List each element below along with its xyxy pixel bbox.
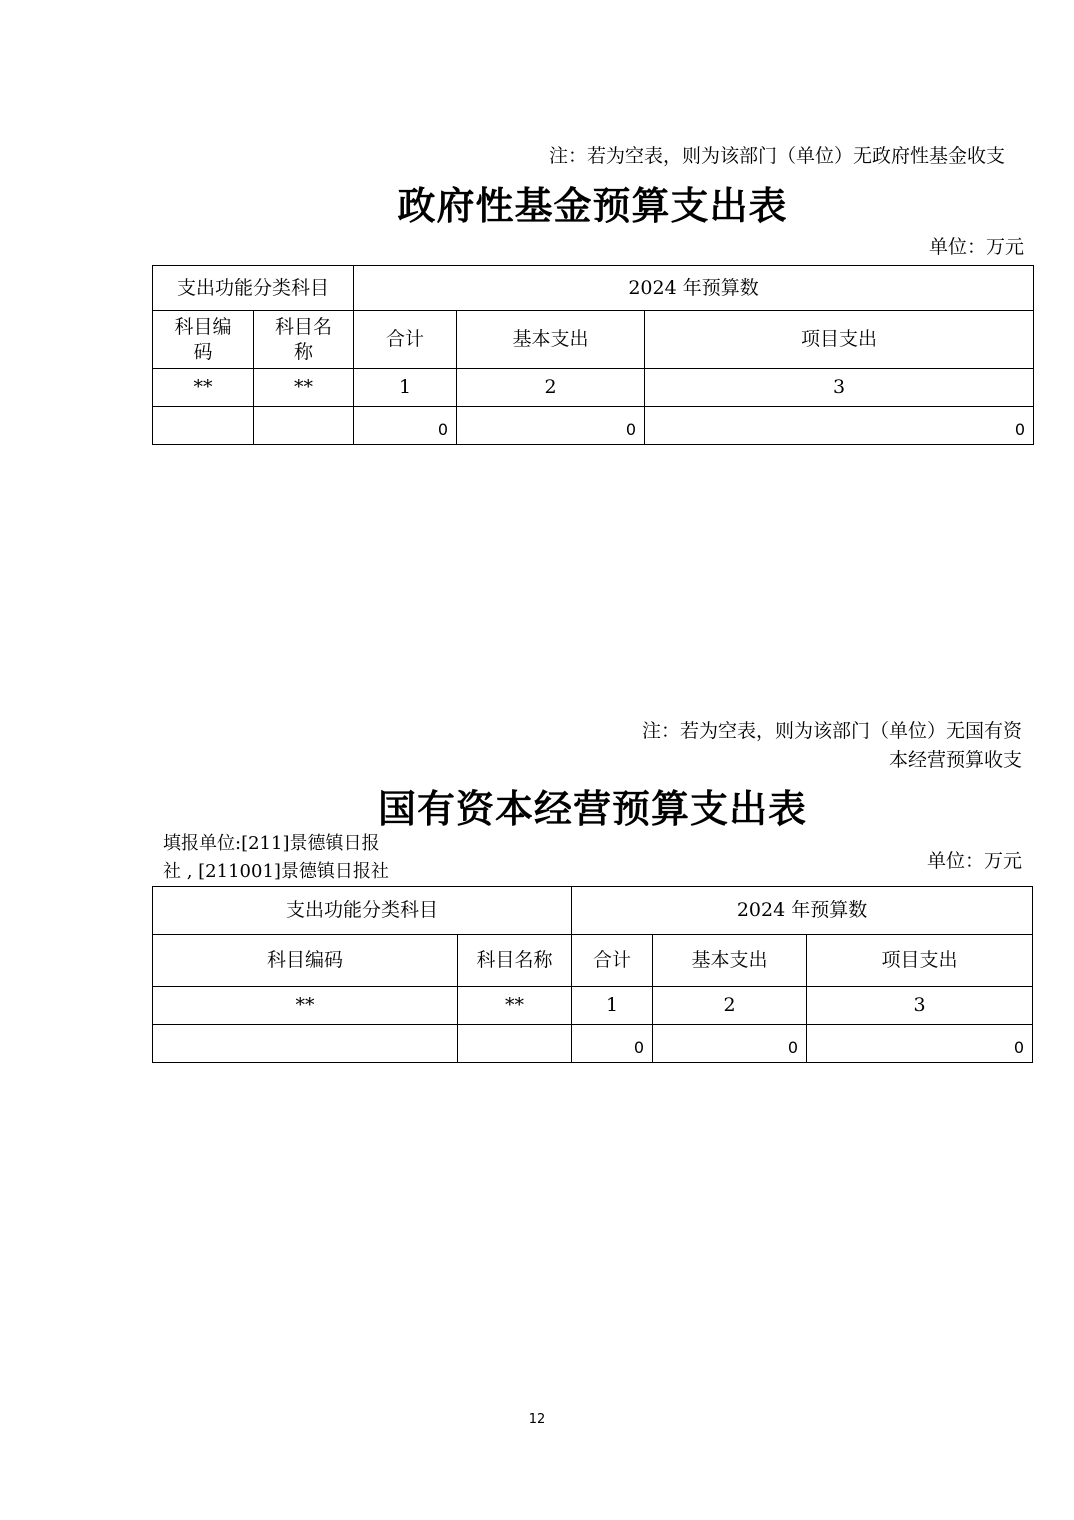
table2 — [152, 886, 1033, 1063]
table1-header-project: 项目支出 — [645, 311, 1034, 369]
table2-index-cell: ** — [458, 987, 572, 1025]
table1-index-row — [153, 369, 1034, 407]
page-number: 12 — [528, 1412, 546, 1427]
table1-index-cell: ** — [254, 369, 354, 407]
table1-header-code-text: 科目编码 — [174, 315, 232, 363]
table2-header-name: 科目名称 — [458, 935, 572, 987]
table1-unit: 单位：万元 — [928, 236, 1024, 258]
table2-note — [500, 717, 1022, 775]
table2-note-line1: 注：若为空表，则为该部门（单位）无国有资 — [641, 720, 1022, 742]
table1-data-cell: 0 — [354, 407, 457, 445]
table1-note: 注：若为空表，则为该部门（单位）无政府性基金收支 — [548, 145, 1005, 167]
table1-data-cell: 0 — [645, 407, 1034, 445]
table1-header-basic: 基本支出 — [457, 311, 645, 369]
table1-header-budget: 2024 年预算数 — [354, 266, 1034, 311]
table1-title: 政府性基金预算支出表 — [397, 184, 788, 228]
table2-index-cell: ** — [153, 987, 458, 1025]
table1-index-cell: 3 — [645, 369, 1034, 407]
table2-data-cell — [458, 1025, 572, 1063]
table1-header-name — [254, 311, 354, 369]
table2-unit: 单位：万元 — [926, 850, 1022, 872]
table1-index-cell: ** — [153, 369, 254, 407]
table1 — [152, 265, 1034, 445]
table1-header-total: 合计 — [354, 311, 457, 369]
table1-index-cell: 1 — [354, 369, 457, 407]
table2-header-code: 科目编码 — [153, 935, 458, 987]
table1-data-cell — [153, 407, 254, 445]
table1-data-row — [153, 407, 1034, 445]
table2-index-cell: 2 — [653, 987, 807, 1025]
table1-data-cell: 0 — [457, 407, 645, 445]
table2-filler-line2: 社 , [211001]景德镇日报社 — [163, 861, 389, 882]
table2-header-total: 合计 — [572, 935, 653, 987]
table2-header-category: 支出功能分类科目 — [153, 887, 572, 935]
table2-filler — [163, 830, 463, 886]
table2-index-cell: 1 — [572, 987, 653, 1025]
table2-data-cell: 0 — [572, 1025, 653, 1063]
table2-index-cell: 3 — [807, 987, 1033, 1025]
table2-data-cell: 0 — [653, 1025, 807, 1063]
table2-header-budget: 2024 年预算数 — [572, 887, 1033, 935]
table2-filler-line1: 填报单位:[211]景德镇日报 — [163, 833, 380, 854]
table2-note-line2: 本经营预算收支 — [888, 749, 1022, 771]
table1-header-code — [153, 311, 254, 369]
table2-index-row — [153, 987, 1033, 1025]
table2-header-project: 项目支出 — [807, 935, 1033, 987]
table1-data-cell — [254, 407, 354, 445]
table2-header-basic: 基本支出 — [653, 935, 807, 987]
table1-header-category: 支出功能分类科目 — [153, 266, 354, 311]
table2-data-cell: 0 — [807, 1025, 1033, 1063]
table1-header-name-text: 科目名称 — [274, 315, 332, 363]
table2-data-row — [153, 1025, 1033, 1063]
table2-data-cell — [153, 1025, 458, 1063]
table1-index-cell: 2 — [457, 369, 645, 407]
table2-title: 国有资本经营预算支出表 — [377, 787, 807, 831]
